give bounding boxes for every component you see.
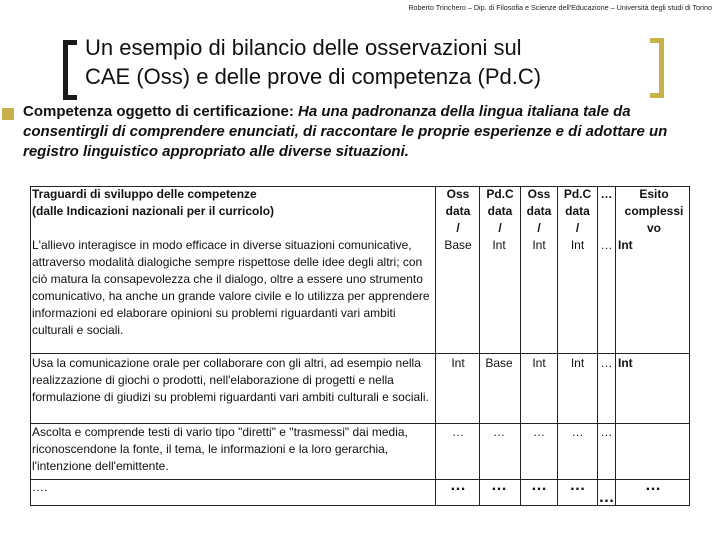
header-col4-l2: data — [565, 204, 590, 218]
row1-c4: Int — [570, 238, 585, 252]
row1-c5: … — [600, 238, 613, 252]
header-traguardi-line1: Traguardi di sviluppo delle competenze — [32, 187, 257, 201]
row4-c5: … — [598, 489, 615, 506]
row3-c3: … — [533, 425, 545, 439]
slide-title — [85, 33, 660, 91]
row1-c1: Base — [444, 238, 472, 252]
header-col6-l1: Esito — [639, 187, 669, 201]
row2-c2: Base — [485, 356, 513, 370]
header-col1-l2: data — [445, 204, 471, 218]
row4-c2: … — [491, 477, 507, 494]
row2-traguardo: Usa la comunicazione orale per collaborare con gli altri, ad esempio nella realizzazione di giochi o prodotti, nell'elaborazione di progetti e nella formulazione di giudizi su problemi riguardanti vari ambiti culturali e sociali. — [32, 356, 429, 404]
bullet-square-icon — [2, 108, 14, 120]
header-traguardi — [32, 186, 432, 220]
header-col1-l1: Oss — [446, 187, 470, 201]
row3-c2: … — [493, 425, 505, 439]
header-col6 — [618, 186, 690, 237]
header-col4-l3: / — [575, 221, 580, 235]
row4-c4: … — [569, 477, 586, 494]
observation-table — [30, 186, 690, 506]
header-col2-l2: data — [487, 204, 513, 218]
header-col3-l3: / — [537, 221, 541, 235]
header-col1-l3: / — [456, 221, 460, 235]
row4-traguardo: …. — [32, 480, 48, 494]
row3-c4: … — [571, 425, 584, 439]
row3-c1: … — [452, 425, 464, 439]
header-attribution: Roberto Trinchero – Dip. di Filosofia e Scienze dell'Educazione – Università degli studi di Torino — [408, 3, 712, 12]
header-col6-l2: complessi — [624, 204, 684, 218]
slide-title-line1: Un esempio di bilancio delle osservazioni sul — [85, 35, 522, 60]
header-col2-l3: / — [498, 221, 502, 235]
row4-c6: … — [645, 477, 661, 494]
slide-title-line2: CAE (Oss) e delle prove di competenza (Pd.C) — [85, 64, 542, 89]
row2-c3: Int — [532, 356, 546, 370]
table-border — [597, 186, 598, 506]
table-border — [30, 186, 31, 506]
header-col4 — [558, 186, 597, 237]
header-traguardi-line2: (dalle Indicazioni nazionali per il curricolo) — [32, 204, 275, 218]
row1-c3: Int — [532, 238, 546, 252]
table-border — [30, 505, 690, 506]
competence-description: Ha una padronanza della lingua italiana tale da consentirgli di comprendere enunciati, di raccontare le proprie esperienze e di adottare un registro linguistico appropriato alle diverse situazioni. — [23, 103, 668, 160]
row4-c3: … — [531, 477, 547, 494]
header-col3-l2: data — [526, 204, 552, 218]
table-border — [30, 353, 690, 354]
row1-c6: Int — [618, 238, 633, 252]
header-col1 — [438, 186, 478, 237]
row4-c1: … — [450, 477, 466, 494]
row2-c1: Int — [451, 356, 465, 370]
row3-c5: … — [600, 425, 613, 439]
header-col6-l3: vo — [646, 221, 661, 235]
table-border — [615, 186, 616, 506]
competence-label: Competenza oggetto di certificazione: — [23, 103, 294, 120]
row2-c5: … — [600, 356, 613, 370]
table-border — [435, 186, 436, 506]
header-col5: … — [600, 187, 613, 201]
row1-traguardo: L'allievo interagisce in modo efficace in diverse situazioni comunicative, attraverso modalità dialogiche sempre rispettose delle idee degli altri; con ciò matura la consapevolezza che il dialogo, oltre a essere uno strumento comunicativo, ha anche un grande valore civile e lo utilizza per apprendere informazioni ed elaborare opinioni su problemi riguardanti vari ambiti culturali e sociali. — [32, 238, 430, 337]
competence-statement — [23, 102, 713, 162]
header-col2 — [480, 186, 520, 237]
header-col2-l1: Pd.C — [486, 187, 514, 201]
row3-traguardo: Ascolta e comprende testi di vario tipo "diretti" e "trasmessi" dai media, riconoscendone la fonte, il tema, le informazioni e la loro gerarchia, l'intenzione dell'emittente. — [32, 425, 408, 473]
row1-c2: Int — [492, 238, 506, 252]
header-col3-l1: Oss — [527, 187, 551, 201]
title-bracket-left — [63, 40, 77, 100]
header-col4-l1: Pd.C — [563, 187, 592, 201]
row2-c6: Int — [618, 356, 633, 370]
row2-c4: Int — [570, 356, 585, 370]
header-col3 — [521, 186, 557, 237]
